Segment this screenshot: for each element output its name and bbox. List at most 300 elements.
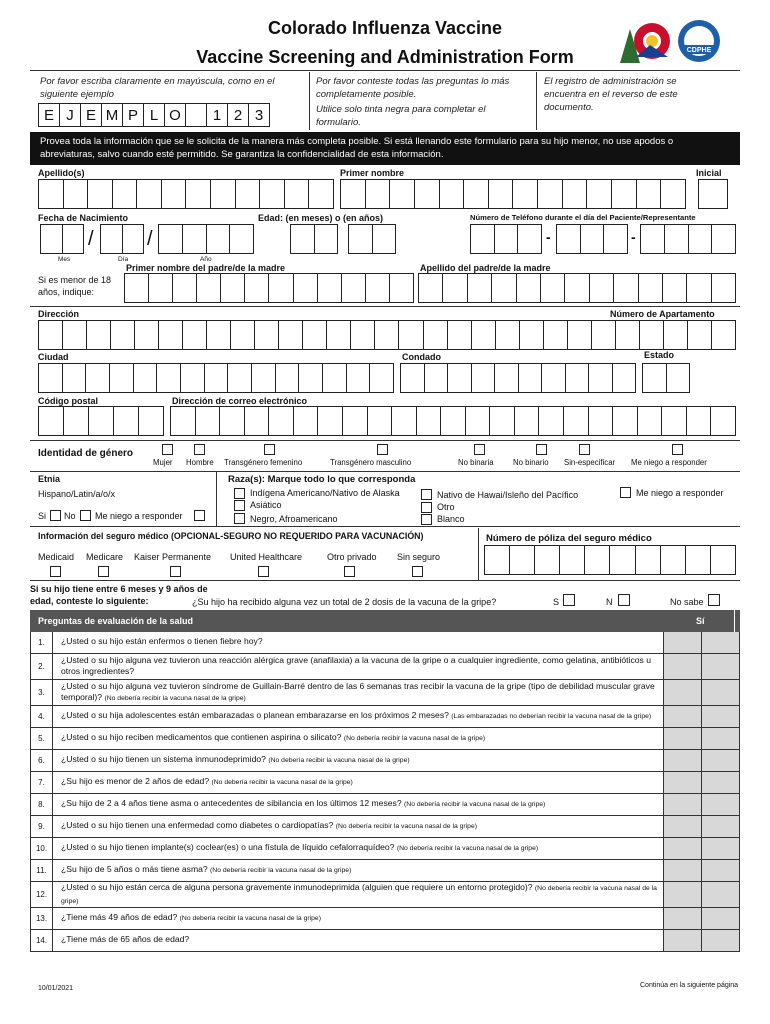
question-row	[31, 654, 739, 680]
char-cell[interactable]	[637, 180, 662, 208]
etnia-niego-checkbox[interactable]	[194, 510, 205, 521]
char-cell[interactable]	[125, 274, 149, 302]
label-padre-nombre: Primer nombre del padre/de la madre	[126, 263, 286, 273]
question-number: 4.	[31, 706, 53, 727]
char-cell[interactable]	[513, 180, 538, 208]
char-cell[interactable]	[542, 364, 566, 392]
label-raza-niego: Me niego a responder	[636, 488, 724, 498]
label-inicial: Inicial	[696, 168, 722, 178]
gender-checkbox-6[interactable]	[579, 444, 590, 455]
raza-indigena-checkbox[interactable]	[234, 488, 245, 499]
char-cell[interactable]	[375, 321, 399, 349]
answer-si-cell[interactable]	[663, 706, 701, 727]
char-cell[interactable]	[464, 180, 489, 208]
insurance-checkbox-0[interactable]	[50, 566, 61, 577]
char-cell[interactable]	[614, 274, 638, 302]
question-row	[31, 908, 739, 930]
char-cell[interactable]	[688, 321, 712, 349]
char-cell[interactable]	[520, 321, 544, 349]
last-name-input[interactable]	[38, 179, 334, 209]
question-text: ¿Su hijo de 5 años o más tiene asma? (No debería recibir la vacuna nasal de la gripe)	[61, 864, 352, 875]
char-cell[interactable]	[64, 180, 89, 208]
zip-input[interactable]	[38, 406, 164, 436]
char-cell[interactable]	[366, 274, 390, 302]
label-estado: Estado	[644, 350, 675, 360]
form-subtitle: Vaccine Screening and Administration Form	[196, 47, 574, 67]
char-cell[interactable]	[661, 546, 686, 574]
char-cell[interactable]	[640, 321, 664, 349]
char-cell[interactable]	[173, 274, 197, 302]
char-cell[interactable]	[448, 321, 472, 349]
label-direccion: Dirección	[38, 309, 80, 319]
phone-line-input[interactable]	[640, 224, 736, 254]
raza-blanco-checkbox[interactable]	[421, 514, 432, 525]
char-cell[interactable]	[205, 364, 229, 392]
char-cell[interactable]	[159, 321, 183, 349]
label-etnia-si: Si	[38, 511, 47, 521]
char-cell[interactable]	[711, 546, 735, 574]
char-cell[interactable]	[468, 274, 492, 302]
child-nosabe-checkbox[interactable]	[708, 594, 720, 606]
insurance-checkbox-4[interactable]	[344, 566, 355, 577]
char-cell[interactable]	[228, 364, 252, 392]
answer-no-cell[interactable]	[701, 772, 739, 793]
phone-prefix-input[interactable]	[556, 224, 628, 254]
char-cell[interactable]	[519, 364, 543, 392]
gender-option-label: Transgénero masculino	[330, 458, 412, 467]
char-cell[interactable]	[279, 321, 303, 349]
gender-checkbox-0[interactable]	[162, 444, 173, 455]
char-cell[interactable]	[341, 180, 366, 208]
char-cell[interactable]	[245, 407, 270, 435]
char-cell[interactable]	[440, 180, 465, 208]
gender-checkbox-7[interactable]	[672, 444, 683, 455]
question-text: ¿Usted o su hijo tienen implante(s) coclear(es) o una fístula de líquido cefalorraquídeo? (No debería recibir la vacuna nasal de la gripe)	[61, 842, 539, 853]
char-cell[interactable]	[616, 321, 640, 349]
char-cell[interactable]	[318, 407, 343, 435]
label-raza: Raza(s): Marque todo lo que corresponda	[228, 474, 416, 485]
char-cell[interactable]	[390, 274, 413, 302]
insurance-checkbox-1[interactable]	[98, 566, 109, 577]
gender-checkbox-3[interactable]	[377, 444, 388, 455]
answer-si-cell[interactable]	[663, 750, 701, 771]
char-cell[interactable]	[39, 321, 63, 349]
char-cell[interactable]	[39, 180, 64, 208]
char-cell[interactable]	[351, 321, 375, 349]
initial-input[interactable]	[698, 179, 728, 209]
question-text: ¿Usted o su hijo alguna vez tuvieron síndrome de Guillain-Barré dentro de las 6 semanas tras recibir la vacuna de la gripe (tipo de debilidad muscular grave temporal)? (No debería recibir la vacuna nasal de la gripe)	[61, 681, 655, 702]
state-input[interactable]	[642, 363, 690, 393]
char-cell[interactable]	[197, 274, 221, 302]
char-cell[interactable]	[186, 180, 211, 208]
question-row	[31, 794, 739, 816]
char-cell[interactable]	[564, 407, 589, 435]
answer-si-cell[interactable]	[663, 632, 701, 653]
raza-hawai-checkbox[interactable]	[421, 489, 432, 500]
question-number: 14.	[31, 930, 53, 951]
label-child-q: ¿Su hijo ha recibido alguna vez un total de 2 dosis de la vacuna de la gripe?	[192, 597, 497, 607]
label-seguro: Información del seguro médico (OPCIONAL-SEGURO NO REQUERIDO PARA VACUNACIÓN)	[38, 531, 424, 541]
char-cell[interactable]	[260, 180, 285, 208]
char-cell[interactable]	[495, 364, 519, 392]
question-number: 9.	[31, 816, 53, 837]
char-cell[interactable]	[401, 364, 425, 392]
char-cell[interactable]	[162, 180, 187, 208]
question-row	[31, 772, 739, 794]
question-row	[31, 882, 739, 908]
char-cell[interactable]	[220, 407, 245, 435]
char-cell[interactable]	[585, 546, 610, 574]
char-cell[interactable]	[424, 321, 448, 349]
answer-no-cell[interactable]	[701, 706, 739, 727]
question-number: 6.	[31, 750, 53, 771]
question-text: ¿Usted o su hijo están enfermos o tienen fiebre hoy?	[61, 636, 263, 647]
char-cell[interactable]	[419, 274, 443, 302]
first-name-input[interactable]	[340, 179, 686, 209]
email-input[interactable]	[170, 406, 736, 436]
char-cell[interactable]	[63, 364, 87, 392]
char-cell[interactable]	[472, 321, 496, 349]
char-cell[interactable]	[181, 364, 205, 392]
char-cell[interactable]	[539, 407, 564, 435]
example-boxes: E J E M P L O 1 2 3	[38, 103, 270, 127]
label-codigo: Código postal	[38, 396, 98, 406]
char-cell[interactable]	[568, 321, 592, 349]
char-cell[interactable]	[443, 274, 467, 302]
question-row	[31, 728, 739, 750]
char-cell[interactable]	[490, 407, 515, 435]
char-cell[interactable]	[711, 407, 735, 435]
label-hispano: Hispano/Latin/a/o/x	[38, 489, 116, 499]
question-text: ¿Usted o su hija adolescentes están embarazadas o planean embarazarse en los próximos 2 meses? (Las embarazadas no deberían recibir la vacuna nasal de la gripe)	[61, 710, 652, 721]
char-cell[interactable]	[285, 180, 310, 208]
parent-first-name-input[interactable]	[124, 273, 414, 303]
insurance-checkbox-2[interactable]	[170, 566, 181, 577]
char-cell[interactable]	[610, 546, 635, 574]
char-cell[interactable]	[472, 364, 496, 392]
label-child-1: Si su hijo tiene entre 6 meses y 9 años de	[30, 584, 208, 594]
answer-si-cell[interactable]	[663, 860, 701, 881]
raza-niego-checkbox[interactable]	[620, 487, 631, 498]
char-cell[interactable]	[370, 364, 393, 392]
char-cell[interactable]	[687, 407, 712, 435]
char-cell[interactable]	[392, 407, 417, 435]
cdphe-seal	[676, 18, 722, 64]
label-ciudad: Ciudad	[38, 352, 69, 362]
label-condado: Condado	[402, 352, 441, 362]
label-genero: Identidad de género	[38, 448, 134, 459]
char-cell[interactable]	[323, 364, 347, 392]
dob-day-input[interactable]	[100, 224, 144, 254]
colorado-logo	[616, 17, 674, 63]
label-telefono: Número de Teléfono durante el día del Paciente/Representante	[470, 213, 696, 222]
dob-year-input[interactable]	[158, 224, 254, 254]
label-raza-negro: Negro, Afroamericano	[250, 514, 338, 524]
char-cell[interactable]	[207, 321, 231, 349]
char-cell[interactable]	[366, 180, 391, 208]
label-poliza: Número de póliza del seguro médico	[486, 533, 652, 544]
answer-no-cell[interactable]	[701, 860, 739, 881]
child-n-checkbox[interactable]	[618, 594, 630, 606]
answer-no-cell[interactable]	[701, 838, 739, 859]
answer-si-cell[interactable]	[663, 680, 701, 705]
char-cell[interactable]	[86, 364, 110, 392]
char-cell[interactable]	[589, 407, 614, 435]
char-cell[interactable]	[343, 407, 368, 435]
char-cell[interactable]	[236, 180, 261, 208]
question-row	[31, 816, 739, 838]
char-cell[interactable]	[269, 274, 293, 302]
answer-no-cell[interactable]	[701, 632, 739, 653]
question-row	[31, 632, 739, 654]
answer-si-cell[interactable]	[663, 794, 701, 815]
char-cell[interactable]	[318, 274, 342, 302]
char-cell[interactable]	[183, 321, 207, 349]
question-text: ¿Usted o su hijo reciben medicamentos que contienen aspirina o silicato? (No debería recibir la vacuna nasal de la gripe)	[61, 732, 486, 743]
char-cell[interactable]	[662, 407, 687, 435]
char-cell[interactable]	[492, 274, 516, 302]
char-cell[interactable]	[612, 180, 637, 208]
raza-otro-checkbox[interactable]	[421, 502, 432, 513]
char-cell[interactable]	[276, 364, 300, 392]
char-cell[interactable]	[712, 274, 735, 302]
answer-no-cell[interactable]	[701, 680, 739, 705]
question-number: 1.	[31, 632, 53, 653]
question-text: ¿Usted o su hijo tienen un sistema inmunodeprimido? (No debería recibir la vacuna nasal de la gripe)	[61, 754, 410, 765]
char-cell[interactable]	[149, 274, 173, 302]
char-cell[interactable]	[137, 180, 162, 208]
footer-date: 10/01/2021	[38, 985, 74, 992]
char-cell[interactable]	[88, 180, 113, 208]
char-cell[interactable]	[171, 407, 196, 435]
etnia-no-checkbox[interactable]	[80, 510, 91, 521]
char-cell[interactable]	[441, 407, 466, 435]
question-text: ¿Usted o su hijo alguna vez tuvieron una reacción alérgica grave (anafilaxia) a la vacuna de la gripe o a cualquier ingrediente, como gelatina, antibióticos u otros ingredientes?	[61, 655, 651, 676]
char-cell[interactable]	[221, 274, 245, 302]
gender-checkbox-1[interactable]	[194, 444, 205, 455]
char-cell[interactable]	[113, 180, 138, 208]
char-cell[interactable]	[686, 546, 711, 574]
raza-asiatico-checkbox[interactable]	[234, 500, 245, 511]
question-number: 2.	[31, 654, 53, 679]
char-cell[interactable]	[245, 274, 269, 302]
label-ano: Año	[200, 256, 212, 263]
child-s-checkbox[interactable]	[563, 594, 575, 606]
address-input[interactable]	[38, 320, 736, 350]
parent-last-name-input[interactable]	[418, 273, 736, 303]
label-child-s: S	[553, 597, 560, 607]
instruction-uppercase: Por favor escriba claramente en mayúscula, como en el siguiente ejemplo	[40, 76, 275, 100]
age-years-input[interactable]	[348, 224, 396, 254]
answer-si-cell[interactable]	[663, 654, 701, 679]
question-text: ¿Su hijo de 2 a 4 años tiene asma o antecedentes de sibilancia en los últimos 12 meses? (No debería recibir la vacuna nasal de la gripe)	[61, 798, 546, 809]
char-cell[interactable]	[566, 364, 590, 392]
char-cell[interactable]	[294, 407, 319, 435]
label-raza-otro: Otro	[437, 502, 455, 512]
gender-checkbox-4[interactable]	[474, 444, 485, 455]
char-cell[interactable]	[510, 546, 535, 574]
char-cell[interactable]	[515, 407, 540, 435]
char-cell[interactable]	[87, 321, 111, 349]
char-cell[interactable]	[211, 180, 236, 208]
answer-si-cell[interactable]	[663, 816, 701, 837]
char-cell[interactable]	[638, 407, 663, 435]
answer-no-cell[interactable]	[701, 794, 739, 815]
dob-month-input[interactable]	[40, 224, 84, 254]
answer-no-cell[interactable]	[701, 750, 739, 771]
question-text: ¿Su hijo es menor de 2 años de edad? (No debería recibir la vacuna nasal de la gripe)	[61, 776, 353, 787]
char-cell[interactable]	[466, 407, 491, 435]
instruction-ink: Utilice solo tinta negra para completar el formulario.	[316, 104, 486, 128]
char-cell[interactable]	[448, 364, 472, 392]
gender-option-label: Hombre	[186, 458, 214, 467]
footer-next: Continúa en la siguiente página	[640, 982, 739, 989]
char-cell[interactable]	[589, 364, 613, 392]
char-cell[interactable]	[303, 321, 327, 349]
gender-option-label: Sin-especificar	[564, 458, 616, 467]
char-cell[interactable]	[390, 180, 415, 208]
char-cell[interactable]	[327, 321, 351, 349]
insurance-option-label: Sin seguro	[397, 552, 441, 562]
label-correo: Dirección de correo electrónico	[172, 396, 308, 406]
char-cell[interactable]	[636, 546, 661, 574]
questions-no-label: No	[734, 610, 770, 632]
answer-si-cell[interactable]	[663, 882, 701, 907]
questions-header-label: Preguntas de evaluación de la salud	[38, 616, 194, 626]
question-number: 12.	[31, 882, 53, 907]
label-fecha: Fecha de Nacimiento	[38, 213, 129, 223]
question-number: 8.	[31, 794, 53, 815]
char-cell[interactable]	[135, 321, 159, 349]
char-cell[interactable]	[347, 364, 371, 392]
etnia-si-checkbox[interactable]	[50, 510, 61, 521]
char-cell[interactable]	[687, 274, 711, 302]
label-raza-blanco: Blanco	[437, 514, 465, 524]
label-apartamento: Número de Apartamento	[610, 309, 715, 319]
char-cell[interactable]	[196, 407, 221, 435]
char-cell[interactable]	[299, 364, 323, 392]
char-cell[interactable]	[639, 274, 663, 302]
char-cell[interactable]	[541, 274, 565, 302]
label-etnia-no: No	[64, 511, 76, 521]
insurance-checkbox-5[interactable]	[412, 566, 423, 577]
char-cell[interactable]	[587, 180, 612, 208]
gender-checkbox-5[interactable]	[536, 444, 547, 455]
question-number: 5.	[31, 728, 53, 749]
char-cell[interactable]	[157, 364, 181, 392]
city-input[interactable]	[38, 363, 394, 393]
question-number: 7.	[31, 772, 53, 793]
label-mes: Mes	[58, 256, 71, 263]
answer-si-cell[interactable]	[663, 930, 701, 951]
label-child-2: edad, conteste lo siguiente:	[30, 596, 149, 606]
char-cell[interactable]	[231, 321, 255, 349]
insurance-checkbox-3[interactable]	[258, 566, 269, 577]
char-cell[interactable]	[368, 407, 393, 435]
char-cell[interactable]	[517, 274, 541, 302]
answer-no-cell[interactable]	[701, 908, 739, 929]
char-cell[interactable]	[39, 364, 63, 392]
answer-no-cell[interactable]	[701, 882, 739, 907]
question-row	[31, 838, 739, 860]
char-cell[interactable]	[255, 321, 279, 349]
question-row	[31, 750, 739, 772]
label-padre-apellido: Apellido del padre/de la madre	[420, 263, 551, 273]
question-row	[31, 706, 739, 728]
question-row	[31, 930, 739, 952]
char-cell[interactable]	[712, 321, 735, 349]
char-cell[interactable]	[110, 364, 134, 392]
char-cell[interactable]	[294, 274, 318, 302]
char-cell[interactable]	[565, 274, 589, 302]
instruction-record: El registro de administración se encuentra en el reverso de este documento.	[544, 76, 678, 113]
char-cell[interactable]	[664, 321, 688, 349]
answer-no-cell[interactable]	[701, 728, 739, 749]
answer-si-cell[interactable]	[663, 772, 701, 793]
char-cell[interactable]	[252, 364, 276, 392]
gender-option-label: Me niego a responder	[631, 458, 707, 467]
insurance-option-label: United Healthcare	[230, 552, 303, 562]
char-cell[interactable]	[63, 321, 87, 349]
char-cell[interactable]	[417, 407, 442, 435]
insurance-option-label: Kaiser Permanente	[134, 552, 212, 562]
char-cell[interactable]	[613, 407, 638, 435]
answer-si-cell[interactable]	[663, 838, 701, 859]
char-cell[interactable]	[269, 407, 294, 435]
question-number: 10.	[31, 838, 53, 859]
char-cell[interactable]	[425, 364, 449, 392]
char-cell[interactable]	[489, 180, 514, 208]
char-cell[interactable]	[496, 321, 520, 349]
answer-no-cell[interactable]	[701, 930, 739, 951]
char-cell[interactable]	[134, 364, 158, 392]
char-cell[interactable]	[342, 274, 366, 302]
answer-no-cell[interactable]	[701, 654, 739, 679]
age-months-input[interactable]	[290, 224, 338, 254]
char-cell[interactable]	[399, 321, 423, 349]
char-cell[interactable]	[485, 546, 510, 574]
char-cell[interactable]	[613, 364, 636, 392]
raza-negro-checkbox[interactable]	[234, 513, 245, 524]
char-cell[interactable]	[590, 274, 614, 302]
char-cell[interactable]	[592, 321, 616, 349]
answer-no-cell[interactable]	[701, 816, 739, 837]
char-cell[interactable]	[661, 180, 685, 208]
char-cell[interactable]	[535, 546, 560, 574]
char-cell[interactable]	[309, 180, 333, 208]
questions-si-label: Sí	[696, 616, 705, 626]
answer-si-cell[interactable]	[663, 908, 701, 929]
phone-area-input[interactable]	[470, 224, 542, 254]
question-text: ¿Tiene más 49 años de edad? (No debería recibir la vacuna nasal de la gripe)	[61, 912, 321, 923]
char-cell[interactable]	[538, 180, 563, 208]
gender-checkbox-2[interactable]	[264, 444, 275, 455]
question-text: ¿Usted o su hijo están cerca de alguna persona gravemente inmunodeprimida (alguien que requiere un entorno protegido)? (No debería recibir la vacuna nasal de la gripe)	[61, 882, 657, 905]
char-cell[interactable]	[663, 274, 687, 302]
label-apellidos: Apellido(s)	[38, 168, 85, 178]
char-cell[interactable]	[560, 546, 585, 574]
char-cell[interactable]	[111, 321, 135, 349]
policy-number-input[interactable]	[484, 545, 736, 575]
char-cell[interactable]	[415, 180, 440, 208]
insurance-option-label: Medicare	[86, 552, 124, 562]
char-cell[interactable]	[544, 321, 568, 349]
answer-si-cell[interactable]	[663, 728, 701, 749]
county-input[interactable]	[400, 363, 636, 393]
label-dia: Día	[118, 256, 129, 263]
char-cell[interactable]	[563, 180, 588, 208]
label-raza-indigena: Indígena Americano/Nativo de Alaska	[250, 488, 400, 498]
